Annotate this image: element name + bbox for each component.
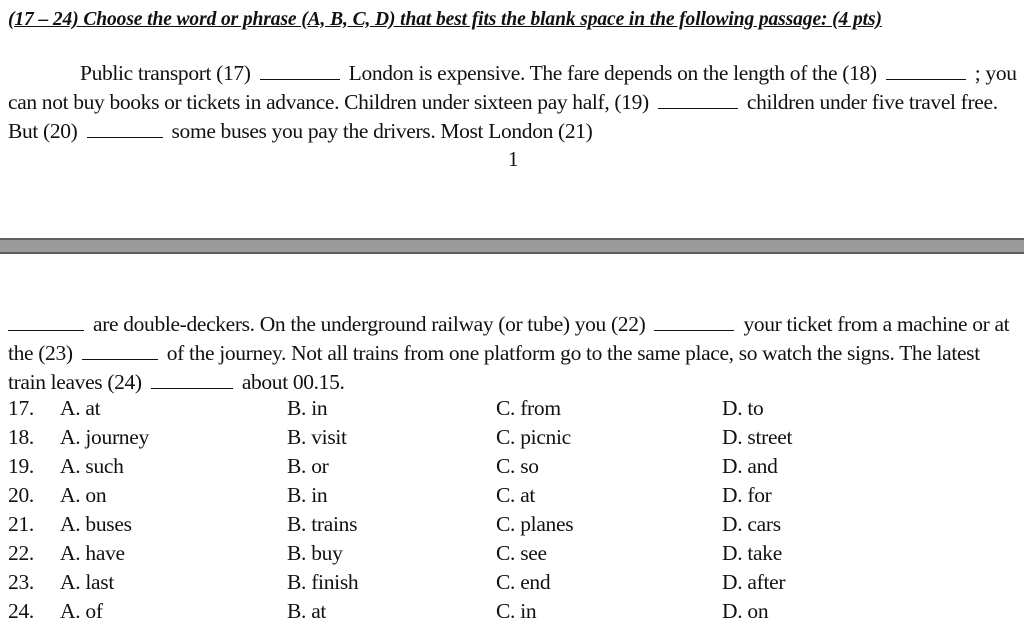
question-number: 23. [8,570,34,594]
passage-paragraph-1 [8,59,1018,146]
passage-text: about 00.15. [241,370,345,394]
blank-22[interactable] [654,312,734,331]
question-row-17 [0,394,1024,423]
option-b[interactable]: B. in [287,396,328,420]
option-c[interactable]: C. so [496,454,539,478]
option-a[interactable]: A. on [60,483,107,507]
question-row-22 [0,539,1024,568]
question-number: 20. [8,483,34,507]
passage-text: some buses you pay the drivers. Most London (21) [171,119,593,143]
question-row-20 [0,481,1024,510]
passage-text: are double-deckers. On the underground railway (or tube) you (22) [93,312,646,336]
option-a[interactable]: A. last [60,570,115,594]
option-d[interactable]: D. after [722,570,786,594]
option-d[interactable]: D. cars [722,512,781,536]
option-b[interactable]: B. finish [287,570,359,594]
question-row-24 [0,597,1024,626]
blank-19[interactable] [658,90,738,109]
blank-17[interactable] [260,61,340,80]
option-a[interactable]: A. buses [60,512,132,536]
option-b[interactable]: B. visit [287,425,347,449]
question-number: 19. [8,454,34,478]
stray-mark: 1 [508,147,519,171]
option-d[interactable]: D. on [722,599,769,623]
option-d[interactable]: D. street [722,425,793,449]
option-c[interactable]: C. end [496,570,551,594]
question-number: 24. [8,599,34,623]
passage-text: ; you can not buy books or tickets in advance. Children under sixteen pay half, (19) [8,61,1017,114]
option-d[interactable]: D. for [722,483,772,507]
question-row-19 [0,452,1024,481]
passage-text: London is expensive. The fare depends on the length of the (18) [348,61,877,85]
option-a[interactable]: A. at [60,396,101,420]
option-a[interactable]: A. have [60,541,125,565]
question-number: 21. [8,512,34,536]
question-row-23 [0,568,1024,597]
page-break-divider [0,238,1024,254]
passage-text: children under five travel free. But (20) [8,90,998,143]
answer-options [0,394,1024,626]
blank-23[interactable] [82,341,158,360]
question-number: 18. [8,425,34,449]
option-b[interactable]: B. at [287,599,327,623]
option-b[interactable]: B. trains [287,512,358,536]
option-b[interactable]: B. buy [287,541,343,565]
option-d[interactable]: D. take [722,541,782,565]
question-row-21 [0,510,1024,539]
option-c[interactable]: C. at [496,483,536,507]
option-c[interactable]: C. planes [496,512,574,536]
passage-text: of the journey. Not all trains from one platform go to the same place, so watch the signs. The latest train leaves (24) [8,341,980,394]
option-a[interactable]: A. of [60,599,103,623]
question-row-18 [0,423,1024,452]
question-number: 17. [8,396,34,420]
option-b[interactable]: B. in [287,483,328,507]
passage-text: your ticket from a machine or at the (23) [8,312,1010,365]
option-d[interactable]: D. and [722,454,778,478]
blank-18[interactable] [886,61,966,80]
option-c[interactable]: C. picnic [496,425,571,449]
option-a[interactable]: A. journey [60,425,149,449]
question-number: 22. [8,541,34,565]
passage-text: Public transport (17) [80,61,251,85]
blank-24[interactable] [151,370,233,389]
exercise-heading: (17 – 24) Choose the word or phrase (A, B, C, D) that best fits the blank space in the following passage: (4 pts) [8,9,882,30]
option-b[interactable]: B. or [287,454,329,478]
option-d[interactable]: D. to [722,396,764,420]
option-c[interactable]: C. in [496,599,537,623]
passage-paragraph-2 [8,310,1018,397]
blank-20[interactable] [87,119,163,138]
option-c[interactable]: C. from [496,396,561,420]
option-a[interactable]: A. such [60,454,124,478]
blank-21[interactable] [8,312,84,331]
option-c[interactable]: C. see [496,541,547,565]
